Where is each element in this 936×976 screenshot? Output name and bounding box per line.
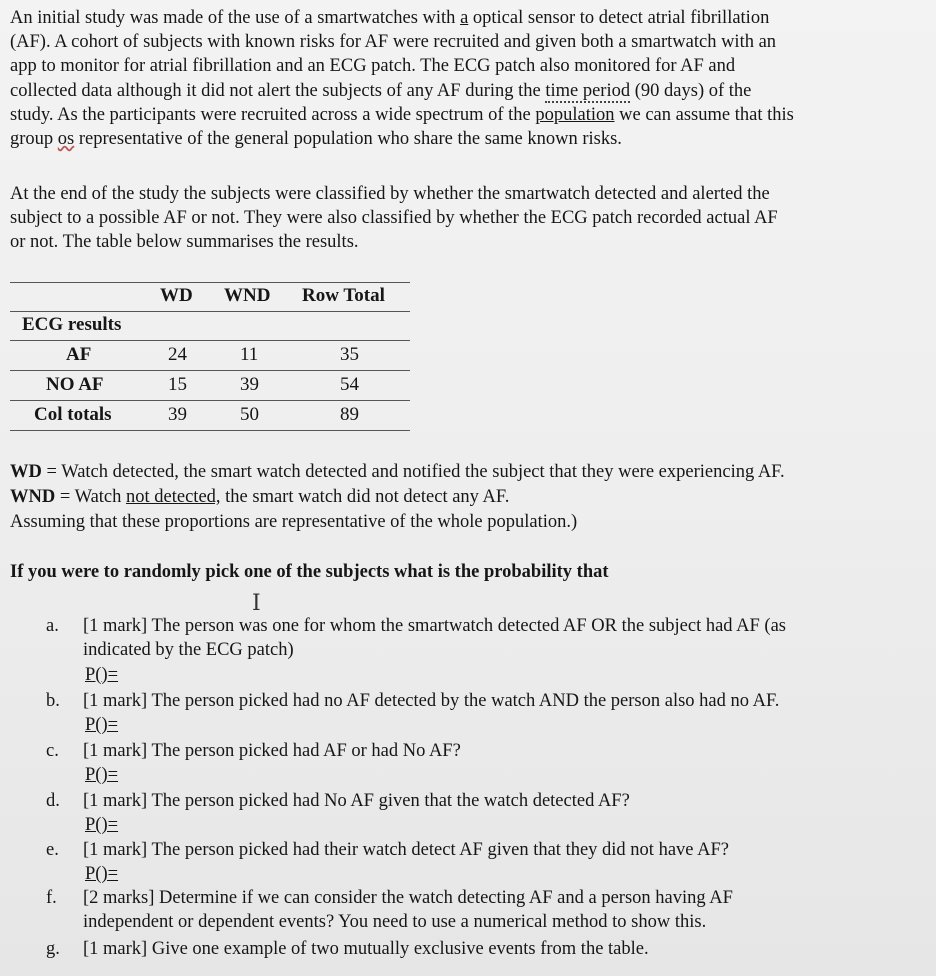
table-row bbox=[10, 371, 410, 400]
cell-noaf-wnd: 39 bbox=[240, 374, 259, 395]
legend-wnd-not-detected: not detected, bbox=[126, 487, 221, 507]
text-cursor-icon: I bbox=[252, 591, 261, 616]
question-text: [1 mark] The person picked had AF or had No AF? bbox=[83, 741, 461, 761]
question-heading: If you were to randomly pick one of the subjects what is the probability that bbox=[10, 562, 609, 582]
intro-line-6-end: representative of the general population who share the same known risks. bbox=[74, 129, 622, 150]
question-text: indicated by the ECG patch) bbox=[83, 640, 294, 661]
question-body bbox=[83, 838, 933, 887]
question-body bbox=[83, 614, 933, 687]
legend-wd-text: = Watch detected, the smart watch detected and notified the subject that they were experiencing AF. bbox=[41, 462, 785, 482]
legend-wnd-abbr: WND bbox=[10, 487, 56, 507]
question-body bbox=[83, 739, 933, 788]
ecg-results-label: ECG results bbox=[22, 314, 122, 335]
question-text: [2 marks] Determine if we can consider the watch detecting AF and a person having AF bbox=[83, 888, 733, 908]
intro-line-3: app to monitor for atrial fibrillation and an ECG patch. The ECG patch also monitored for AF and bbox=[10, 56, 736, 77]
classification-paragraph bbox=[10, 182, 932, 255]
cell-af-total: 35 bbox=[340, 344, 359, 365]
header-row-total: Row Total bbox=[302, 285, 385, 306]
question-letter: d. bbox=[46, 791, 60, 811]
table-rule-bottom bbox=[10, 430, 410, 431]
legend-assumption: Assuming that these proportions are representative of the whole population.) bbox=[10, 512, 578, 532]
legend-wnd bbox=[10, 485, 509, 510]
question-text: [1 mark] The person was one for whom the smartwatch detected AF OR the subject had AF (as bbox=[83, 616, 786, 636]
table-row bbox=[10, 341, 410, 370]
cell-total-wnd: 50 bbox=[240, 404, 259, 425]
answer-field: P()= bbox=[85, 765, 119, 786]
question-body bbox=[83, 937, 933, 961]
cell-total-wd: 39 bbox=[168, 404, 187, 425]
table-row bbox=[10, 401, 410, 430]
question-text: [1 mark] Give one example of two mutually exclusive events from the table. bbox=[83, 939, 649, 959]
header-wnd: WND bbox=[224, 285, 271, 306]
intro-line-6-start: group bbox=[10, 129, 58, 150]
table-group-row bbox=[10, 311, 410, 340]
question-letter: g. bbox=[46, 939, 60, 959]
para2-line-1: At the end of the study the subjects were classified by whether the smartwatch detected and alerted the bbox=[10, 184, 770, 204]
intro-line-5 bbox=[10, 103, 932, 127]
answer-field: P()= bbox=[85, 864, 119, 885]
question-letter: e. bbox=[46, 840, 59, 860]
answer-field: P()= bbox=[85, 815, 119, 836]
row-label-col-totals: Col totals bbox=[34, 404, 112, 425]
intro-line-5-end: we can assume that this bbox=[614, 104, 794, 125]
para2-line-3: or not. The table below summarises the results. bbox=[10, 232, 359, 253]
cell-noaf-total: 54 bbox=[340, 374, 359, 395]
legend-wnd-pre: = Watch bbox=[55, 487, 127, 507]
intro-population: population bbox=[535, 104, 615, 125]
question-body bbox=[83, 886, 933, 935]
question-text: [1 mark] The person picked had their watch detect AF given that they did not have AF? bbox=[83, 840, 729, 860]
intro-line-5-start: study. As the participants were recruited across a wide spectrum of the bbox=[10, 104, 536, 125]
question-letter: c. bbox=[46, 741, 59, 761]
question-text: [1 mark] The person picked had No AF given that the watch detected AF? bbox=[83, 791, 630, 811]
intro-line-4 bbox=[10, 79, 932, 103]
intro-line-1 bbox=[10, 6, 932, 30]
cell-noaf-wd: 15 bbox=[168, 374, 187, 395]
cell-af-wnd: 11 bbox=[240, 344, 259, 365]
cell-af-wd: 24 bbox=[168, 344, 187, 365]
cell-total-total: 89 bbox=[340, 404, 359, 425]
intro-typo-os: os bbox=[57, 129, 75, 150]
intro-line-6 bbox=[10, 127, 932, 151]
intro-paragraph bbox=[10, 6, 932, 151]
intro-line-4-end: (90 days) of the bbox=[630, 80, 752, 101]
intro-line-1-end: optical sensor to detect atrial fibrillation bbox=[468, 8, 770, 28]
table-header-row bbox=[10, 282, 410, 311]
para2-line-2: subject to a possible AF or not. They were also classified by whether the ECG patch recorded actual AF bbox=[10, 208, 778, 229]
question-letter: a. bbox=[46, 616, 59, 636]
answer-field: P()= bbox=[85, 715, 119, 736]
intro-word-a: a bbox=[460, 8, 469, 28]
question-body bbox=[83, 789, 933, 838]
question-text: [1 mark] The person picked had no AF detected by the watch AND the person also had no AF. bbox=[83, 691, 780, 711]
row-label-no-af: NO AF bbox=[46, 374, 104, 395]
intro-time-period: time period bbox=[545, 80, 631, 101]
question-body bbox=[83, 689, 933, 738]
intro-line-1-start: An initial study was made of the use of a smartwatches with bbox=[10, 8, 461, 28]
legend-wnd-text: the smart watch did not detect any AF. bbox=[220, 487, 510, 507]
question-text: independent or dependent events? You need to use a numerical method to show this. bbox=[83, 912, 707, 933]
intro-line-4-start: collected data although it did not alert the subjects of any AF during the bbox=[10, 80, 546, 101]
header-wd: WD bbox=[160, 285, 193, 306]
legend-wd bbox=[10, 460, 785, 485]
answer-field: P()= bbox=[85, 664, 119, 685]
row-label-af: AF bbox=[66, 344, 92, 365]
legend-wd-abbr: WD bbox=[10, 462, 42, 482]
intro-line-2: (AF). A cohort of subjects with known risks for AF were recruited and given both a smartwatch with an bbox=[10, 32, 777, 53]
question-letter: b. bbox=[46, 691, 60, 711]
question-letter: f. bbox=[46, 888, 57, 908]
